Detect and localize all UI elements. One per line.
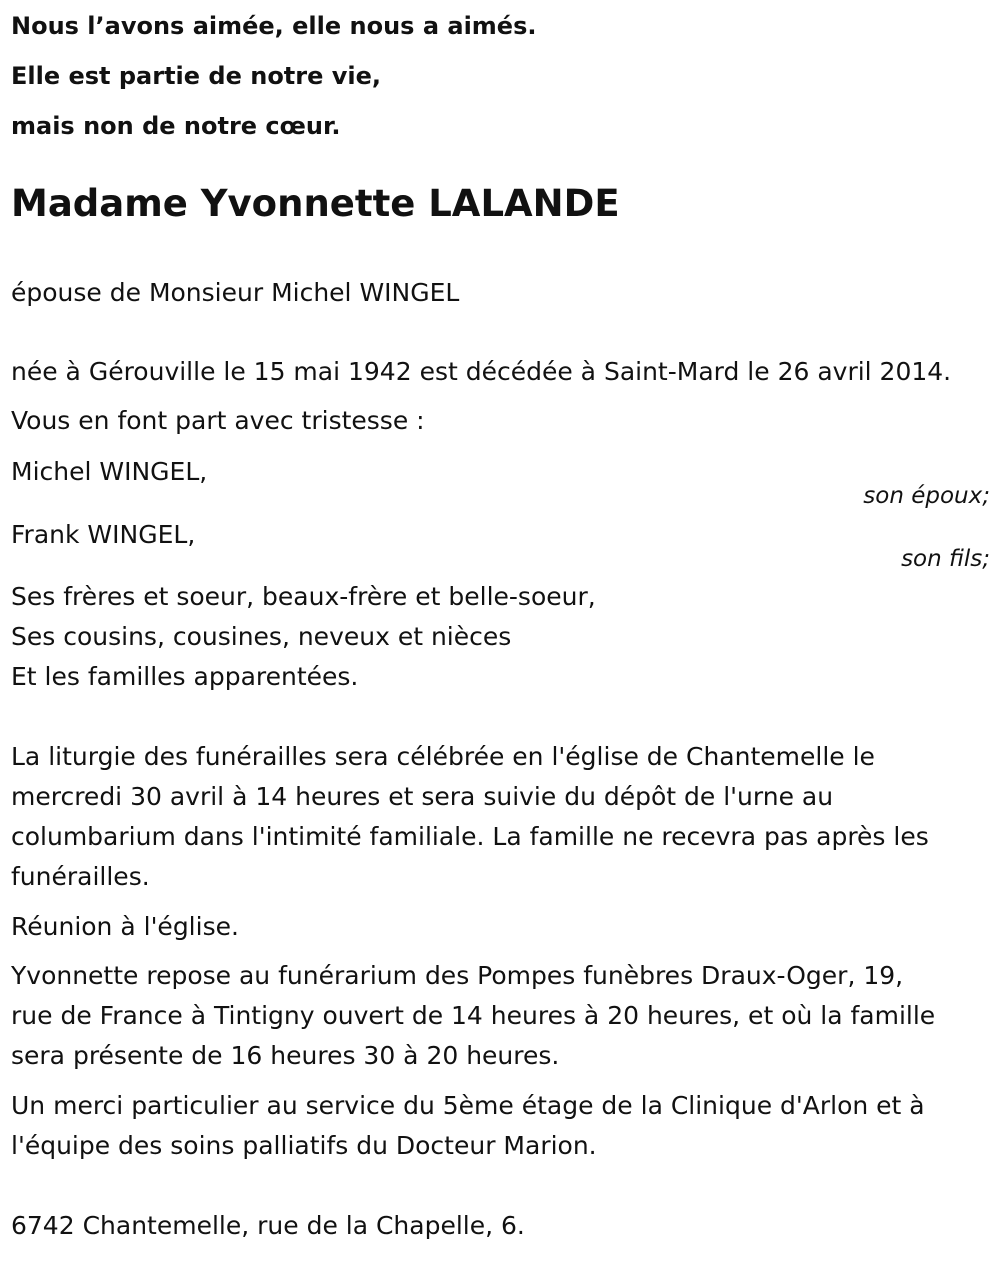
epigraph-line-2: Elle est partie de notre vie,: [11, 62, 382, 90]
family-member-name: Frank WINGEL,: [11, 520, 196, 549]
rest-line: sera présente de 16 heures 30 à 20 heures.: [11, 1041, 560, 1070]
liturgy-line: funérailles.: [11, 862, 150, 891]
family-member-role: son fils;: [901, 546, 990, 572]
address-line: 6742 Chantemelle, rue de la Chapelle, 6.: [11, 1211, 525, 1240]
epigraph-line-3: mais non de notre cœur.: [11, 112, 341, 140]
thanks-line: Un merci particulier au service du 5ème étage de la Clinique d'Arlon et à: [11, 1091, 925, 1120]
family-member-role: son époux;: [863, 483, 990, 509]
announcement-intro: Vous en font part avec tristesse :: [11, 406, 425, 435]
other-family-line: Ses frères et soeur, beaux-frère et belle-soeur,: [11, 582, 596, 611]
liturgy-line: La liturgie des funérailles sera célébrée en l'église de Chantemelle le: [11, 742, 875, 771]
spouse-line: épouse de Monsieur Michel WINGEL: [11, 278, 460, 307]
rest-line: Yvonnette repose au funérarium des Pompes funèbres Draux-Oger, 19,: [11, 961, 904, 990]
birth-death-line: née à Gérouville le 15 mai 1942 est décédée à Saint-Mard le 26 avril 2014.: [11, 357, 952, 386]
other-family-line: Ses cousins, cousines, neveux et nièces: [11, 622, 512, 651]
other-family-line: Et les familles apparentées.: [11, 662, 359, 691]
family-member-name: Michel WINGEL,: [11, 457, 208, 486]
epigraph-line-1: Nous l’avons aimée, elle nous a aimés.: [11, 12, 537, 40]
rest-line: rue de France à Tintigny ouvert de 14 heures à 20 heures, et où la famille: [11, 1001, 936, 1030]
meeting-line: Réunion à l'église.: [11, 912, 239, 941]
liturgy-line: mercredi 30 avril à 14 heures et sera suivie du dépôt de l'urne au: [11, 782, 834, 811]
liturgy-line: columbarium dans l'intimité familiale. La famille ne recevra pas après les: [11, 822, 929, 851]
thanks-line: l'équipe des soins palliatifs du Docteur Marion.: [11, 1131, 597, 1160]
deceased-name: Madame Yvonnette LALANDE: [11, 182, 620, 225]
